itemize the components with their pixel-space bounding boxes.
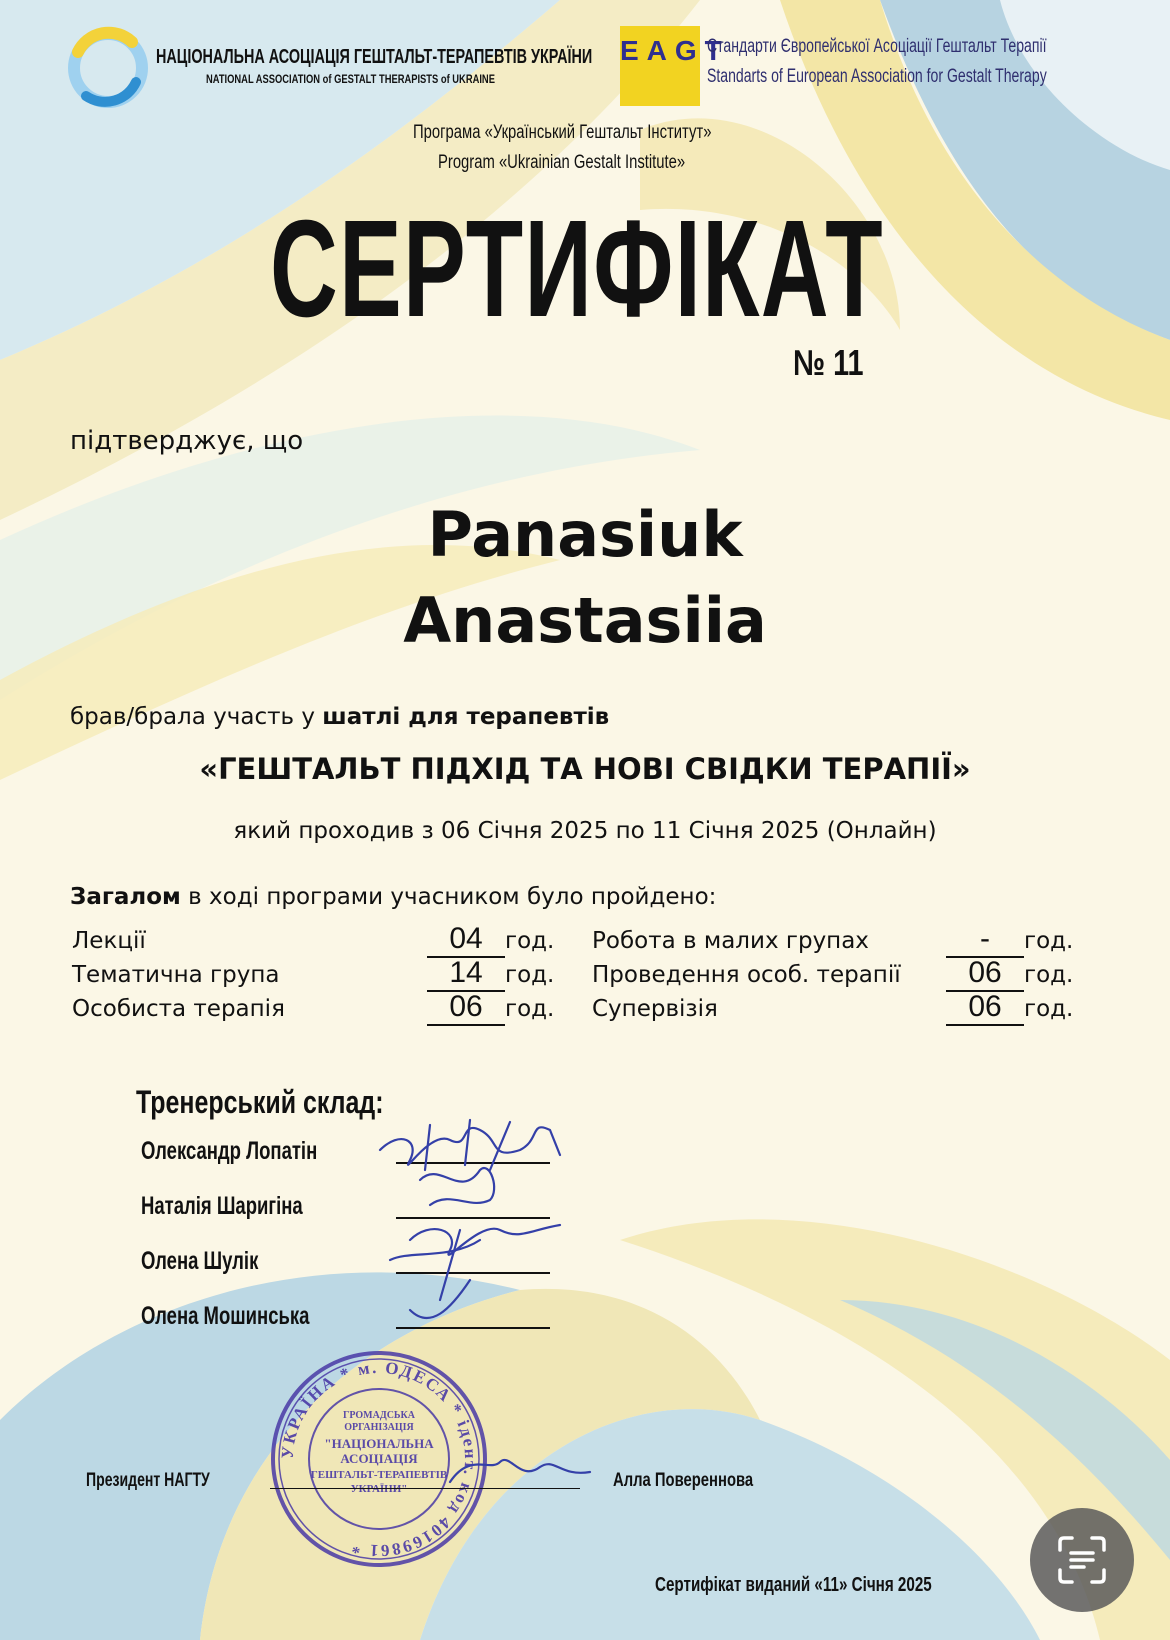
participation-line: [70, 704, 609, 730]
certificate-number: № 11: [793, 342, 864, 383]
president-label: Президент НАГТУ: [86, 1470, 210, 1491]
hours-label: Супервізія: [592, 996, 718, 1022]
hours-right-column: [592, 922, 1092, 1030]
hours-unit: год.: [505, 996, 555, 1022]
hours-value: -: [946, 922, 1024, 958]
hours-value: 14: [427, 956, 505, 992]
hours-left-column: [72, 922, 562, 1030]
summary-lead-bold: Загалом: [70, 884, 181, 910]
hours-unit: год.: [1024, 996, 1074, 1022]
association-logo-icon: [66, 26, 150, 110]
trainers-heading: Тренерський склад:: [136, 1084, 384, 1120]
hours-label: Проведення особ. терапії: [592, 962, 901, 988]
issued-date: Сертифікат виданий «11» Січня 2025: [655, 1574, 932, 1596]
recipient-last-name: Panasiuk: [427, 498, 743, 571]
eagt-logo-icon: EAGT: [620, 26, 700, 106]
trainer-name: Олена Мошинська: [141, 1302, 310, 1330]
stamp-line: ГРОМАДСЬКА: [342, 1410, 416, 1421]
recipient-first-name: Anastasiia: [403, 584, 767, 657]
program-ua: Програма «Український Гештальт Інститут»: [413, 122, 712, 143]
stamp-line: ОРГАНІЗАЦІЯ: [344, 1422, 414, 1433]
hours-value: 06: [427, 990, 505, 1026]
hours-row: [72, 990, 562, 1030]
association-name-ua: НАЦІОНАЛЬНА АСОЦІАЦІЯ ГЕШТАЛЬТ-ТЕРАПЕВТІВ УКРАЇНИ: [156, 46, 593, 68]
trainer-name: Олександр Лопатін: [141, 1137, 318, 1165]
stamp-line: УКРАЇНИ": [350, 1483, 408, 1495]
president-name: Алла Повереннова: [613, 1470, 754, 1491]
stamp-line: АСОЦІАЦІЯ: [340, 1451, 418, 1466]
participation-prefix: брав/брала участь у: [70, 704, 315, 730]
summary-lead-rest: в ході програми учасником було пройдено:: [188, 884, 717, 910]
hours-label: Особиста терапія: [72, 996, 285, 1022]
hours-label: Лекції: [72, 928, 146, 954]
hours-value: 04: [427, 922, 505, 958]
trainer-signatures: [370, 1110, 590, 1350]
event-title: «ГЕШТАЛЬТ ПІДХІД ТА НОВІ СВІДКИ ТЕРАПІЇ»: [199, 752, 971, 786]
participation-event-type: шатлі для терапевтів: [322, 704, 610, 730]
hours-unit: год.: [1024, 962, 1074, 988]
trainer-name: Олена Шулік: [141, 1247, 259, 1275]
certificate-title: СЕРТИФІКАТ: [270, 192, 884, 346]
scan-text-button[interactable]: [1030, 1508, 1134, 1612]
hours-value: 06: [946, 990, 1024, 1026]
association-name-en: NATIONAL ASSOCIATION of GESTALT THERAPISTS of UKRAINE: [206, 72, 495, 86]
stamp-line: ГЕШТАЛЬТ-ТЕРАПЕВТІВ: [310, 1469, 448, 1481]
president-signature: [440, 1432, 600, 1502]
confirms-text: підтверджує, що: [70, 426, 304, 456]
eagt-standards-en: Standarts of European Association for Gestalt Therapy: [707, 66, 1047, 87]
hours-label: Робота в малих групах: [592, 928, 869, 954]
hours-label: Тематична група: [72, 962, 280, 988]
summary-lead: [70, 884, 716, 910]
hours-unit: год.: [505, 962, 555, 988]
trainer-name: Наталія Шаригіна: [141, 1192, 303, 1220]
stamp-ring-text: УКРАЇНА * м. ОДЕСА * ідент. код 40169861 *: [277, 1357, 481, 1561]
hours-unit: год.: [1024, 928, 1074, 954]
hours-value: 06: [946, 956, 1024, 992]
event-dates: який проходив з 06 Січня 2025 по 11 Січня 2025 (Онлайн): [233, 818, 937, 844]
hours-unit: год.: [505, 928, 555, 954]
program-en: Program «Ukrainian Gestalt Institute»: [438, 152, 686, 173]
eagt-standards-ua: Стандарти Європейської Асоціації Гештальт Терапії: [707, 36, 1047, 57]
hours-row: [592, 990, 1092, 1030]
scan-text-icon: [1056, 1534, 1108, 1586]
stamp-line: "НАЦІОНАЛЬНА: [324, 1436, 434, 1451]
